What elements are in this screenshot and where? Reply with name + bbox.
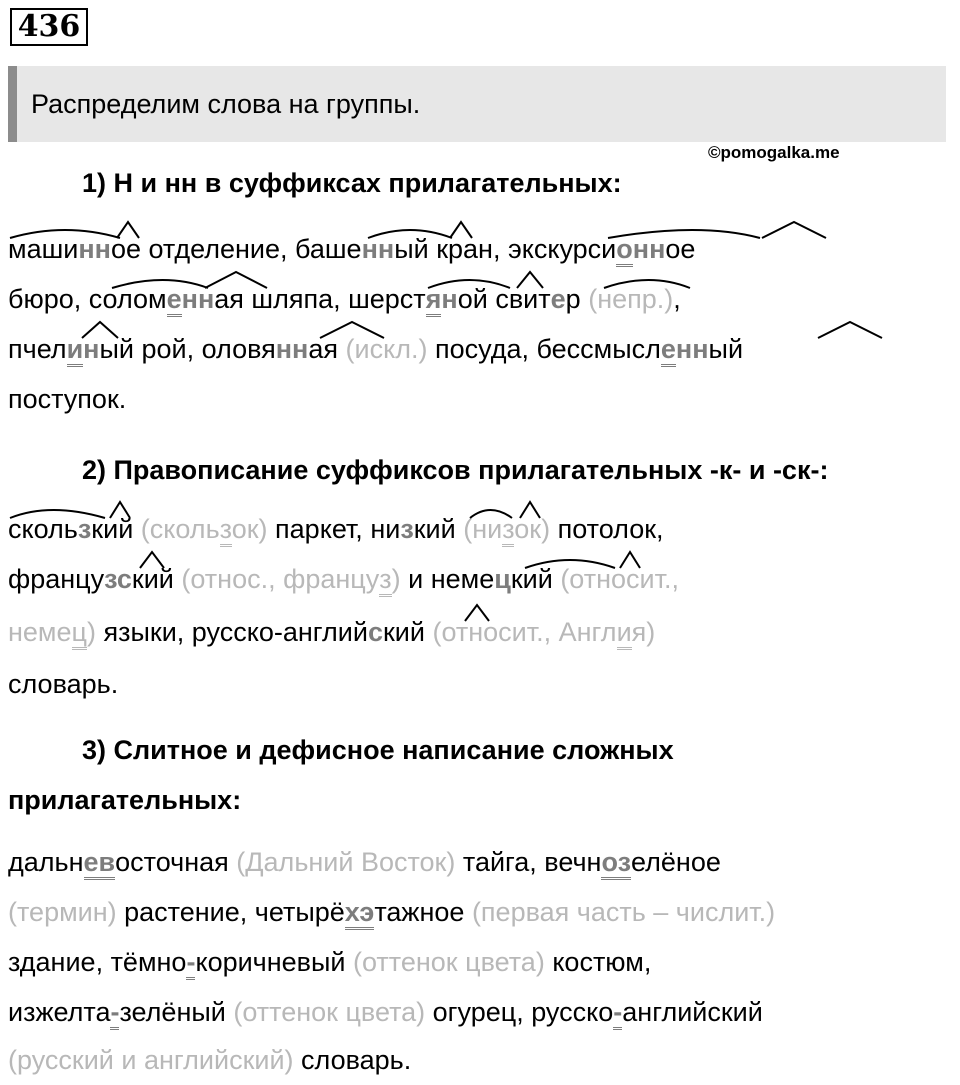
text: ое (665, 234, 696, 264)
suffix-letters: з (400, 514, 414, 544)
suffix-letters: ц (494, 564, 511, 594)
text: костюм, (544, 947, 652, 977)
suffix-letters: е (550, 284, 566, 314)
s1-line-4 (8, 375, 960, 424)
text: тажное (374, 897, 472, 927)
underlined-letter: е (167, 284, 182, 317)
hyphen: - (110, 997, 119, 1030)
connecting-vowel: оз (601, 847, 631, 880)
suffix-letters: нн (275, 334, 309, 364)
suffix-letters: нн (361, 234, 395, 264)
grey-note: (ни (463, 514, 503, 544)
s3-line-1 (8, 838, 960, 887)
text: растение, четырё (116, 897, 345, 927)
intro-banner (8, 66, 946, 142)
text: изжелта (8, 997, 111, 1027)
connecting-letters: хэ (345, 897, 375, 930)
text: кий (382, 617, 433, 647)
s3-line-5 (8, 1036, 960, 1085)
s1-line-1 (8, 225, 960, 274)
grey-note: (относит., Англ (432, 617, 617, 647)
grey-note: (оттенок цвета) (233, 997, 426, 1027)
exercise-number: 436 (10, 8, 88, 46)
suffix-letters: с (116, 564, 132, 594)
text: словарь. (8, 669, 119, 699)
text: францу (8, 564, 105, 594)
underlined-letter: я (426, 284, 442, 317)
text: кий (91, 514, 141, 544)
text: словарь. (293, 1045, 412, 1075)
s3-line-2 (8, 888, 960, 937)
grey-underlined: з (502, 514, 514, 547)
grey-note: (первая часть – числит.) (471, 897, 776, 927)
section-1-title: 1) Н и нн в суффиксах прилагательных: (82, 168, 622, 198)
grey-note: я) (631, 617, 656, 647)
s2-line-3 (8, 608, 960, 657)
s3-line-3 (8, 938, 960, 987)
grey-note: неме (8, 617, 72, 647)
grey-note: ) (86, 617, 96, 647)
text: ый (708, 334, 744, 364)
text: ый кран, экскурси (394, 234, 617, 264)
text: бюро, солом (8, 284, 167, 314)
text: р (565, 284, 581, 314)
text: ое отделение, баше (110, 234, 362, 264)
text: кий (413, 514, 464, 544)
suffix-letters: з (104, 564, 117, 594)
grey-note: ) (391, 564, 401, 594)
text: и неме (400, 564, 495, 594)
s2-line-4 (8, 660, 960, 709)
text: пчел (8, 334, 67, 364)
grey-underlined: з (379, 564, 391, 597)
grey-underlined: и (617, 617, 632, 650)
text: здание, тёмно (8, 947, 187, 977)
grey-underlined: з (220, 514, 232, 547)
s1-line-3 (8, 325, 960, 374)
suffix-letters: нн (181, 284, 215, 314)
connecting-vowel: ев (84, 847, 116, 880)
suffix-letters: н (83, 334, 100, 364)
text: ая шляпа, шерст (214, 284, 426, 314)
section-3-title-1: 3) Слитное и дефисное написание сложных (82, 735, 674, 765)
section-2-title: 2) Правописание суффиксов прилагательных -к- и -ск-: (82, 455, 829, 485)
suffix-letters: с (367, 617, 383, 647)
s3-line-4 (8, 988, 960, 1037)
underlined-letter: и (67, 334, 84, 367)
text: кий (510, 564, 561, 594)
text: огурец, русско (425, 997, 614, 1027)
grey-note: (термин) (8, 897, 117, 927)
grey-note: ок) (231, 514, 268, 544)
text: ая (308, 334, 346, 364)
underlined-letter: е (661, 334, 676, 367)
grey-note: (искл.) (345, 334, 428, 364)
suffix-letters: нн (675, 334, 709, 364)
grey-note: (оттенок цвета) (353, 947, 545, 977)
text: языки, русско-англий (95, 617, 368, 647)
grey-note: ок) (514, 514, 551, 544)
text: паркет, ни (267, 514, 401, 544)
suffix-letters: нн (78, 234, 111, 264)
text: дальн (8, 847, 84, 877)
grey-note: (непр.) (580, 284, 674, 314)
grey-note: (относит., (560, 564, 679, 594)
suffix-letters: нн (632, 234, 666, 264)
text: потолок, (550, 514, 664, 544)
text: елёное (631, 847, 721, 877)
intro-text: Распределим слова на группы. (31, 89, 421, 119)
hyphen: - (613, 997, 622, 1030)
text: ый рой, оловя (99, 334, 276, 364)
text: маши (8, 234, 79, 264)
s2-line-2 (8, 555, 960, 604)
underlined-letter: о (616, 234, 633, 267)
text: кий (131, 564, 182, 594)
text: тайга, вечн (455, 847, 602, 877)
grey-note: (относ., францу (181, 564, 380, 594)
text: зелёный (119, 997, 234, 1027)
text: , (673, 284, 681, 314)
s2-line-1 (8, 505, 960, 554)
grey-note: (Дальний Восток) (236, 847, 456, 877)
grey-note: (сколь (140, 514, 220, 544)
suffix-letters: з (77, 514, 92, 544)
text: сколь (8, 514, 78, 544)
text: английский (622, 997, 763, 1027)
watermark: ©pomogalka.me (708, 143, 840, 162)
text: осточная (115, 847, 237, 877)
text: поступок. (8, 384, 127, 414)
section-3-title-2: прилагательных: (8, 785, 242, 815)
grey-underlined: ц (72, 617, 87, 650)
hyphen: - (186, 947, 195, 980)
grey-note: (русский и английский) (8, 1045, 294, 1075)
suffix-letters: н (441, 284, 458, 314)
text: коричневый (195, 947, 354, 977)
text: посуда, бессмысл (427, 334, 661, 364)
s1-line-2 (8, 275, 960, 324)
text: ой свит (457, 284, 551, 314)
